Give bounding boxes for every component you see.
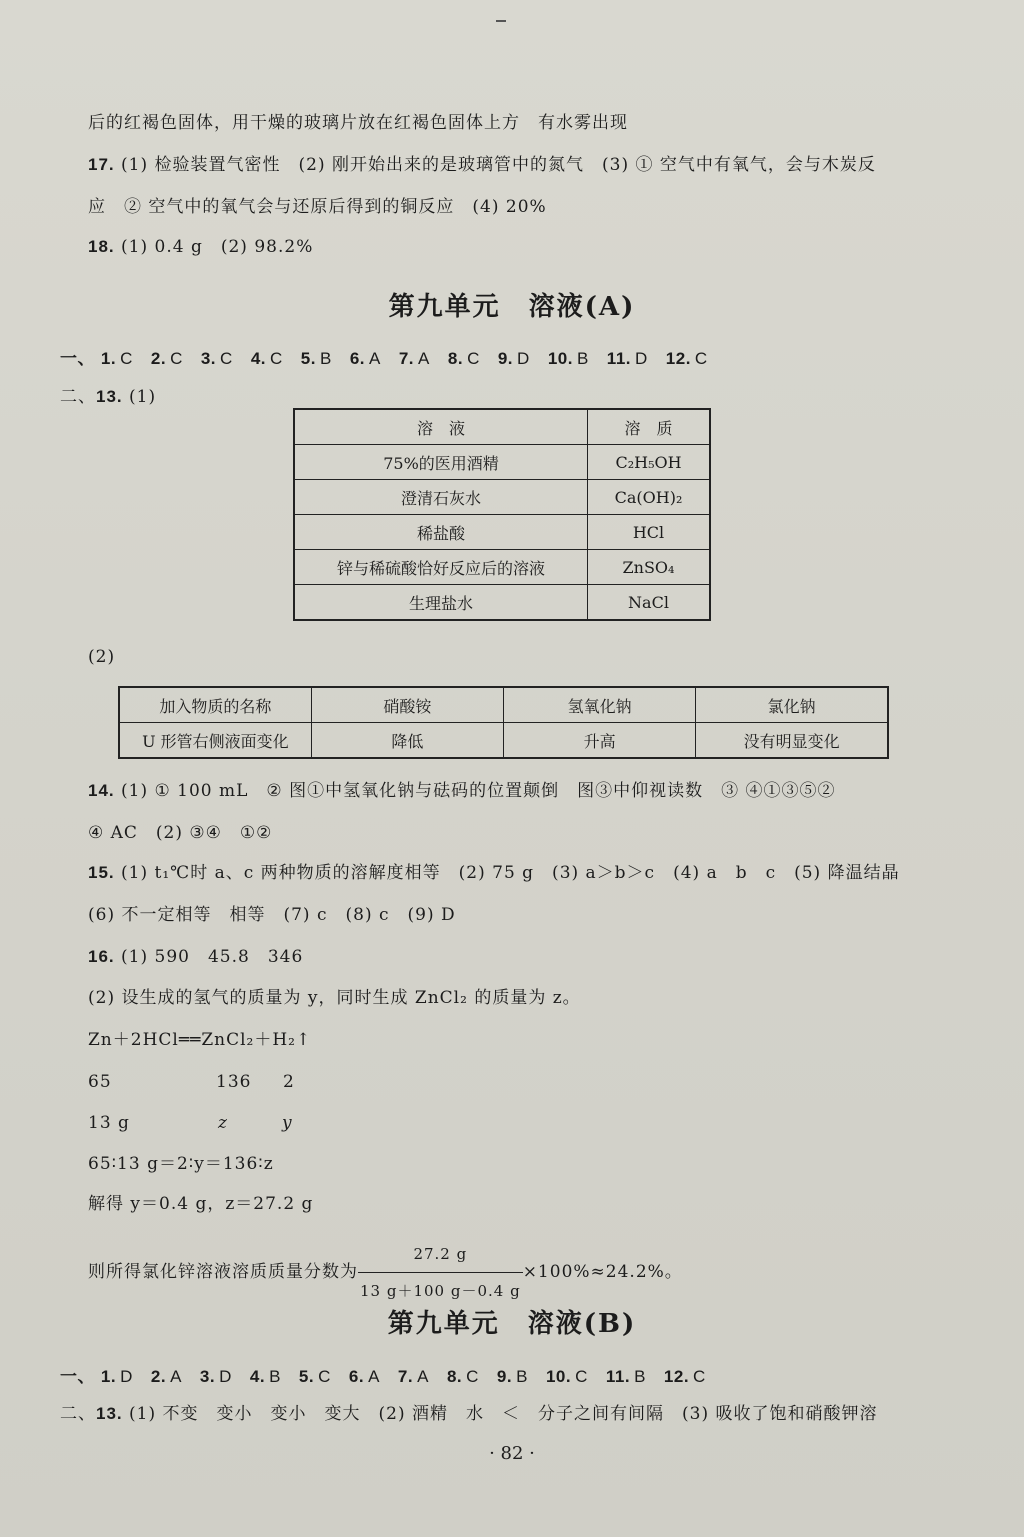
mass-value: 2 (283, 1072, 295, 1092)
question-number: 15. (88, 863, 115, 882)
mc-question-number: 12. (663, 1367, 690, 1386)
table-cell: U 形管右侧液面变化 (119, 723, 311, 759)
answer-text: (1) ① 100 mL ② 图①中氢氧化钠与砝码的位置颠倒 图③中仰视读数 ③ ④①③⑤② (121, 781, 836, 801)
table-header-cell: 溶 质 (588, 409, 711, 445)
mc-answer: D (120, 1367, 133, 1386)
mc-answer: C (120, 349, 133, 368)
question-number: 17. (88, 155, 115, 174)
answer-17 (88, 154, 876, 176)
mc-answer: D (219, 1367, 232, 1386)
answer-text: (1) t₁℃时 a、c 两种物质的溶解度相等 (2) 75 g (3) a＞b＞c (4) a b c (5) 降温结晶 (121, 863, 900, 883)
section-prefix: 二、 (60, 1404, 96, 1424)
table-cell: 75%的医用酒精 (294, 445, 588, 480)
mc-answer: C (170, 349, 183, 368)
answer-text: (1) 不变 变小 变小 变大 (2) 酒精 水 ＜ 分子之间有间隔 (3) 吸收了饱和硝酸钾溶 (129, 1404, 878, 1424)
answer-text: (1) 检验装置气密性 (2) 刚开始出来的是玻璃管中的氮气 (3) ① 空气中有氧气，会与木炭反 (121, 155, 876, 175)
question-number: 18. (88, 237, 115, 256)
table-cell: 没有明显变化 (696, 723, 888, 759)
table-cell: 澄清石灰水 (294, 480, 588, 515)
section-prefix: 一、 (60, 1367, 95, 1386)
mc-answer: B (516, 1367, 528, 1386)
answer-14-cont: ④ AC (2) ③④ ①② (88, 823, 273, 843)
mc-answer: B (634, 1367, 646, 1386)
top-dash (496, 20, 506, 22)
mc-answer: A (369, 349, 381, 368)
table-cell: C₂H₅OH (588, 445, 711, 480)
mc-answer: D (635, 349, 648, 368)
section-prefix: 二、 (60, 387, 96, 407)
mass-value: 136 (216, 1072, 252, 1092)
table-cell: 氯化钠 (696, 687, 888, 723)
table-cell: Ca(OH)₂ (588, 480, 711, 515)
text-line: 后的红褐色固体，用干燥的玻璃片放在红褐色固体上方 有水雾出现 (88, 113, 628, 133)
answer-text: (1) 0.4 g (2) 98.2% (121, 237, 314, 257)
answer-14 (88, 780, 835, 802)
chemical-equation: Zn＋2HCl══ZnCl₂＋H₂↑ (88, 1030, 312, 1050)
fraction-denominator: 13 g＋100 g－0.4 g (360, 1282, 521, 1300)
question-number: 14. (88, 781, 115, 800)
mc-answer: B (319, 349, 332, 368)
answer-13b (60, 1403, 878, 1425)
mc-answer: A (417, 1367, 429, 1386)
answer-17-cont: 应 ② 空气中的氧气会与还原后得到的铜反应 (4) 20% (88, 197, 547, 217)
answer-16-setup: (2) 设生成的氢气的质量为 y，同时生成 ZnCl₂ 的质量为 z。 (88, 988, 581, 1008)
sub-label: (1) (129, 387, 157, 407)
table-cell: ZnSO₄ (588, 550, 711, 585)
mc-question-number: 9. (497, 349, 514, 368)
mc-answer: C (220, 349, 233, 368)
page-number: · 82 · (489, 1443, 535, 1464)
mc-question-number: 4. (250, 349, 266, 368)
table-cell: 锌与稀硫酸恰好反应后的溶液 (294, 550, 588, 585)
table-header-row (294, 409, 710, 445)
mc-answer: C (318, 1367, 331, 1386)
mc-question-number: 4. (249, 1367, 266, 1386)
mass-row-2 (88, 1112, 293, 1134)
table-cell: 氢氧化钠 (504, 687, 696, 723)
table-header-cell: 溶 液 (294, 409, 588, 445)
mc-question-number: 3. (200, 349, 217, 368)
mass-value: z (218, 1113, 228, 1133)
table-cell: NaCl (588, 585, 711, 621)
answer-13 (60, 386, 156, 408)
table-row (119, 687, 888, 723)
solution-solute-table (293, 408, 711, 621)
mc-answer: C (694, 349, 708, 368)
mc-answer: C (270, 349, 283, 368)
table-row (294, 445, 710, 480)
mc-question-number: 8. (447, 349, 464, 368)
mc-answer: B (269, 1367, 281, 1386)
answer-text: (1) 590 45.8 346 (121, 947, 304, 967)
mc-question-number: 5. (298, 1367, 315, 1386)
mc-question-number: 7. (398, 349, 415, 368)
ratio-line: 65∶13 g＝2∶y＝136∶z (88, 1154, 274, 1174)
answer-16 (88, 946, 303, 968)
mc-answer: C (693, 1367, 706, 1386)
result-suffix: ×100%≈24.2%。 (522, 1262, 683, 1282)
fraction-numerator: 27.2 g (358, 1236, 523, 1273)
section-prefix: 一、 (60, 349, 95, 368)
table-row (119, 723, 888, 759)
mc-answer: B (576, 349, 589, 368)
mass-value: 13 g (88, 1113, 130, 1133)
mc-question-number: 12. (665, 349, 691, 368)
mc-answer: A (170, 1367, 182, 1386)
fraction (358, 1236, 523, 1309)
answer-15-cont: (6) 不一定相等 相等 (7) c (8) c (9) D (88, 905, 456, 925)
question-number: 13. (96, 387, 123, 406)
mass-value: 65 (88, 1072, 112, 1092)
mc-answer: A (368, 1367, 380, 1386)
table-row (294, 480, 710, 515)
mc-question-number: 9. (496, 1367, 513, 1386)
section-heading-b: 第九单元 溶液(B) (387, 1309, 637, 1339)
sub-label-2: (2) (88, 647, 116, 667)
multiple-choice-b (60, 1362, 724, 1387)
section-heading-a: 第九单元 溶液(A) (388, 292, 636, 322)
mc-question-number: 2. (150, 1367, 167, 1386)
mc-question-number: 6. (349, 349, 365, 368)
mc-answer: C (467, 349, 480, 368)
question-number: 13. (96, 1404, 123, 1423)
table-cell: 硝酸铵 (311, 687, 503, 723)
mc-answer: A (418, 349, 430, 368)
table-row (294, 550, 710, 585)
mc-question-number: 10. (545, 1367, 572, 1386)
result-prefix: 则所得氯化锌溶液溶质质量分数为 (88, 1262, 358, 1282)
mc-question-number: 5. (300, 349, 316, 368)
multiple-choice-a (60, 344, 726, 369)
answer-15 (88, 862, 900, 884)
mass-row-1 (88, 1071, 295, 1093)
table-row (294, 515, 710, 550)
solve-line: 解得 y＝0.4 g，z＝27.2 g (88, 1194, 314, 1214)
answer-18 (88, 236, 313, 258)
mc-answer: C (575, 1367, 588, 1386)
table-cell: 升高 (504, 723, 696, 759)
table-cell: 加入物质的名称 (119, 687, 311, 723)
mc-answer: C (466, 1367, 479, 1386)
mc-question-number: 10. (547, 349, 573, 368)
u-tube-table (118, 686, 889, 759)
table-row (294, 585, 710, 621)
table-cell: 降低 (311, 723, 503, 759)
mc-question-number: 7. (397, 1367, 414, 1386)
question-number: 16. (88, 947, 115, 966)
mc-question-number: 3. (199, 1367, 216, 1386)
result-line (88, 1236, 683, 1309)
mc-question-number: 11. (605, 1367, 631, 1386)
mc-question-number: 6. (348, 1367, 365, 1386)
table-cell: HCl (588, 515, 711, 550)
mc-question-number: 11. (606, 349, 631, 368)
mc-question-number: 1. (100, 349, 117, 368)
mc-answer: D (517, 349, 530, 368)
mass-value: y (282, 1113, 293, 1133)
mc-question-number: 8. (446, 1367, 463, 1386)
table-cell: 生理盐水 (294, 585, 588, 621)
mc-question-number: 1. (100, 1367, 117, 1386)
mc-question-number: 2. (150, 349, 167, 368)
table-cell: 稀盐酸 (294, 515, 588, 550)
